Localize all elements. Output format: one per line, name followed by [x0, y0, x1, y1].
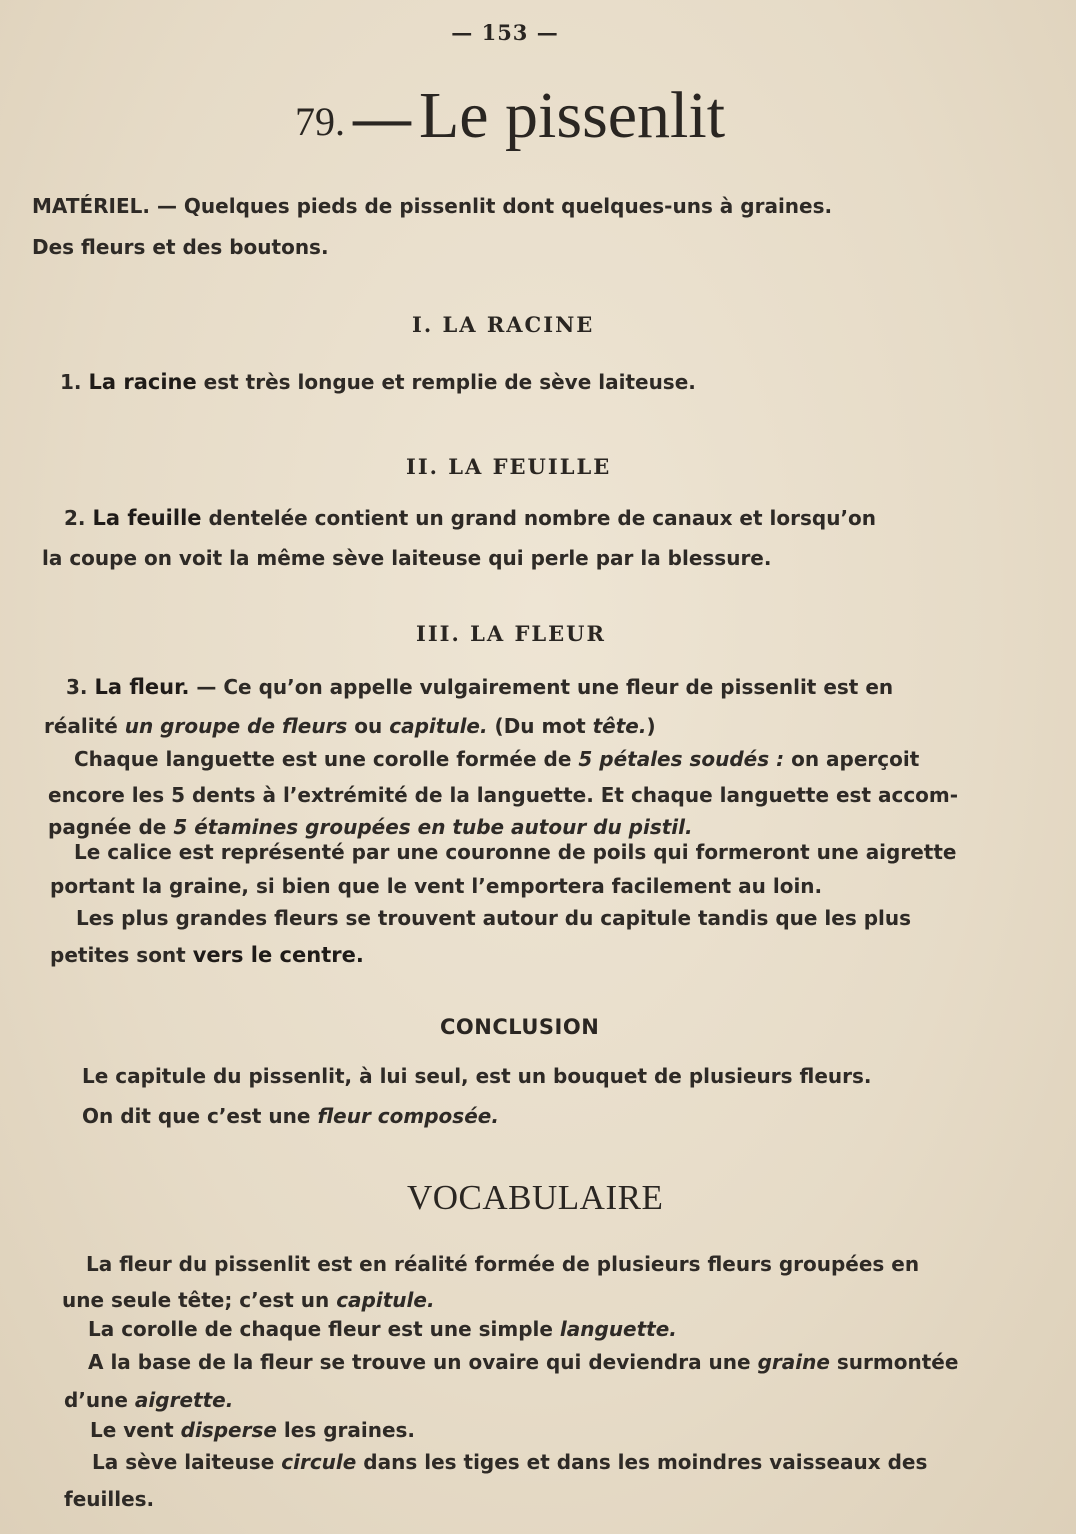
vocab-line-1: La fleur du pissenlit est en réalité formée de plusieurs fleurs groupées en: [86, 1252, 920, 1276]
fleur-line-6: Le calice est représenté par une couronne de poils qui formeront une aigrette: [74, 840, 957, 864]
vocabulaire-heading: VOCABULAIRE: [407, 1178, 664, 1217]
vocab-line-4: A la base de la fleur se trouve un ovaire qui deviendra une graine surmontée: [88, 1350, 959, 1374]
vocab-line-7: La sève laiteuse circule dans les tiges et dans les moindres vaisseaux des: [92, 1450, 928, 1474]
term-feuille: La feuille: [92, 506, 202, 530]
term-vers-le-centre: vers le centre.: [192, 943, 364, 967]
page-number: — 153 —: [451, 20, 559, 45]
fleur-line-9: petites sont vers le centre.: [50, 943, 364, 967]
fleur-line-3: Chaque languette est une corolle formée de 5 pétales soudés : on aperçoit: [74, 747, 920, 771]
lesson-number: 79.: [294, 99, 345, 144]
vocab-line-6: Le vent disperse les graines.: [90, 1418, 416, 1442]
fleur-line-5: pagnée de 5 étamines groupées en tube autour du pistil.: [48, 815, 693, 839]
fleur-line-1: 3. La fleur. — Ce qu’on appelle vulgairement une fleur de pissenlit est en: [66, 675, 894, 699]
conclusion-line-1: Le capitule du pissenlit, à lui seul, est un bouquet de plusieurs fleurs.: [82, 1064, 872, 1088]
paragraph-feuille-line-2: la coupe on voit la même sève laiteuse qui perle par la blessure.: [42, 546, 772, 570]
section-heading-racine: I. LA RACINE: [412, 312, 595, 337]
vocab-line-5: d’une aigrette.: [64, 1388, 234, 1412]
fleur-line-7: portant la graine, si bien que le vent l’emportera facilement au loin.: [50, 874, 823, 898]
fleur-line-8: Les plus grandes fleurs se trouvent autour du capitule tandis que les plus: [76, 906, 912, 930]
section-heading-fleur: III. LA FLEUR: [416, 621, 606, 646]
section-heading-feuille: II. LA FEUILLE: [406, 454, 612, 479]
vocab-line-8: feuilles.: [64, 1487, 155, 1511]
materiel-line-2: Des fleurs et des boutons.: [32, 235, 329, 259]
conclusion-line-2: On dit que c’est une fleur composée.: [82, 1104, 499, 1128]
materiel-line-1: MATÉRIEL. — Quelques pieds de pissenlit dont quelques-uns à graines.: [32, 194, 833, 218]
paragraph-racine: 1. La racine est très longue et remplie de sève laiteuse.: [60, 370, 696, 394]
fleur-line-4: encore les 5 dents à l’extrémité de la languette. Et chaque languette est accom-: [48, 783, 959, 807]
title-dash: —: [352, 85, 411, 150]
section-heading-conclusion: CONCLUSION: [440, 1015, 600, 1039]
term-fleur: La fleur.: [94, 675, 190, 699]
lesson-title: Le pissenlit: [418, 79, 726, 152]
paragraph-feuille-line-1: 2. La feuille dentelée contient un grand nombre de canaux et lorsqu’on: [64, 506, 877, 530]
page-title: [0, 78, 1020, 154]
materiel-label: MATÉRIEL. —: [32, 194, 177, 218]
vocab-line-3: La corolle de chaque fleur est une simple languette.: [88, 1317, 677, 1341]
term-racine: La racine: [88, 370, 197, 394]
vocab-line-2: une seule tête; c’est un capitule.: [62, 1288, 435, 1312]
fleur-line-2: réalité un groupe de fleurs ou capitule. (Du mot tête.): [44, 714, 656, 738]
